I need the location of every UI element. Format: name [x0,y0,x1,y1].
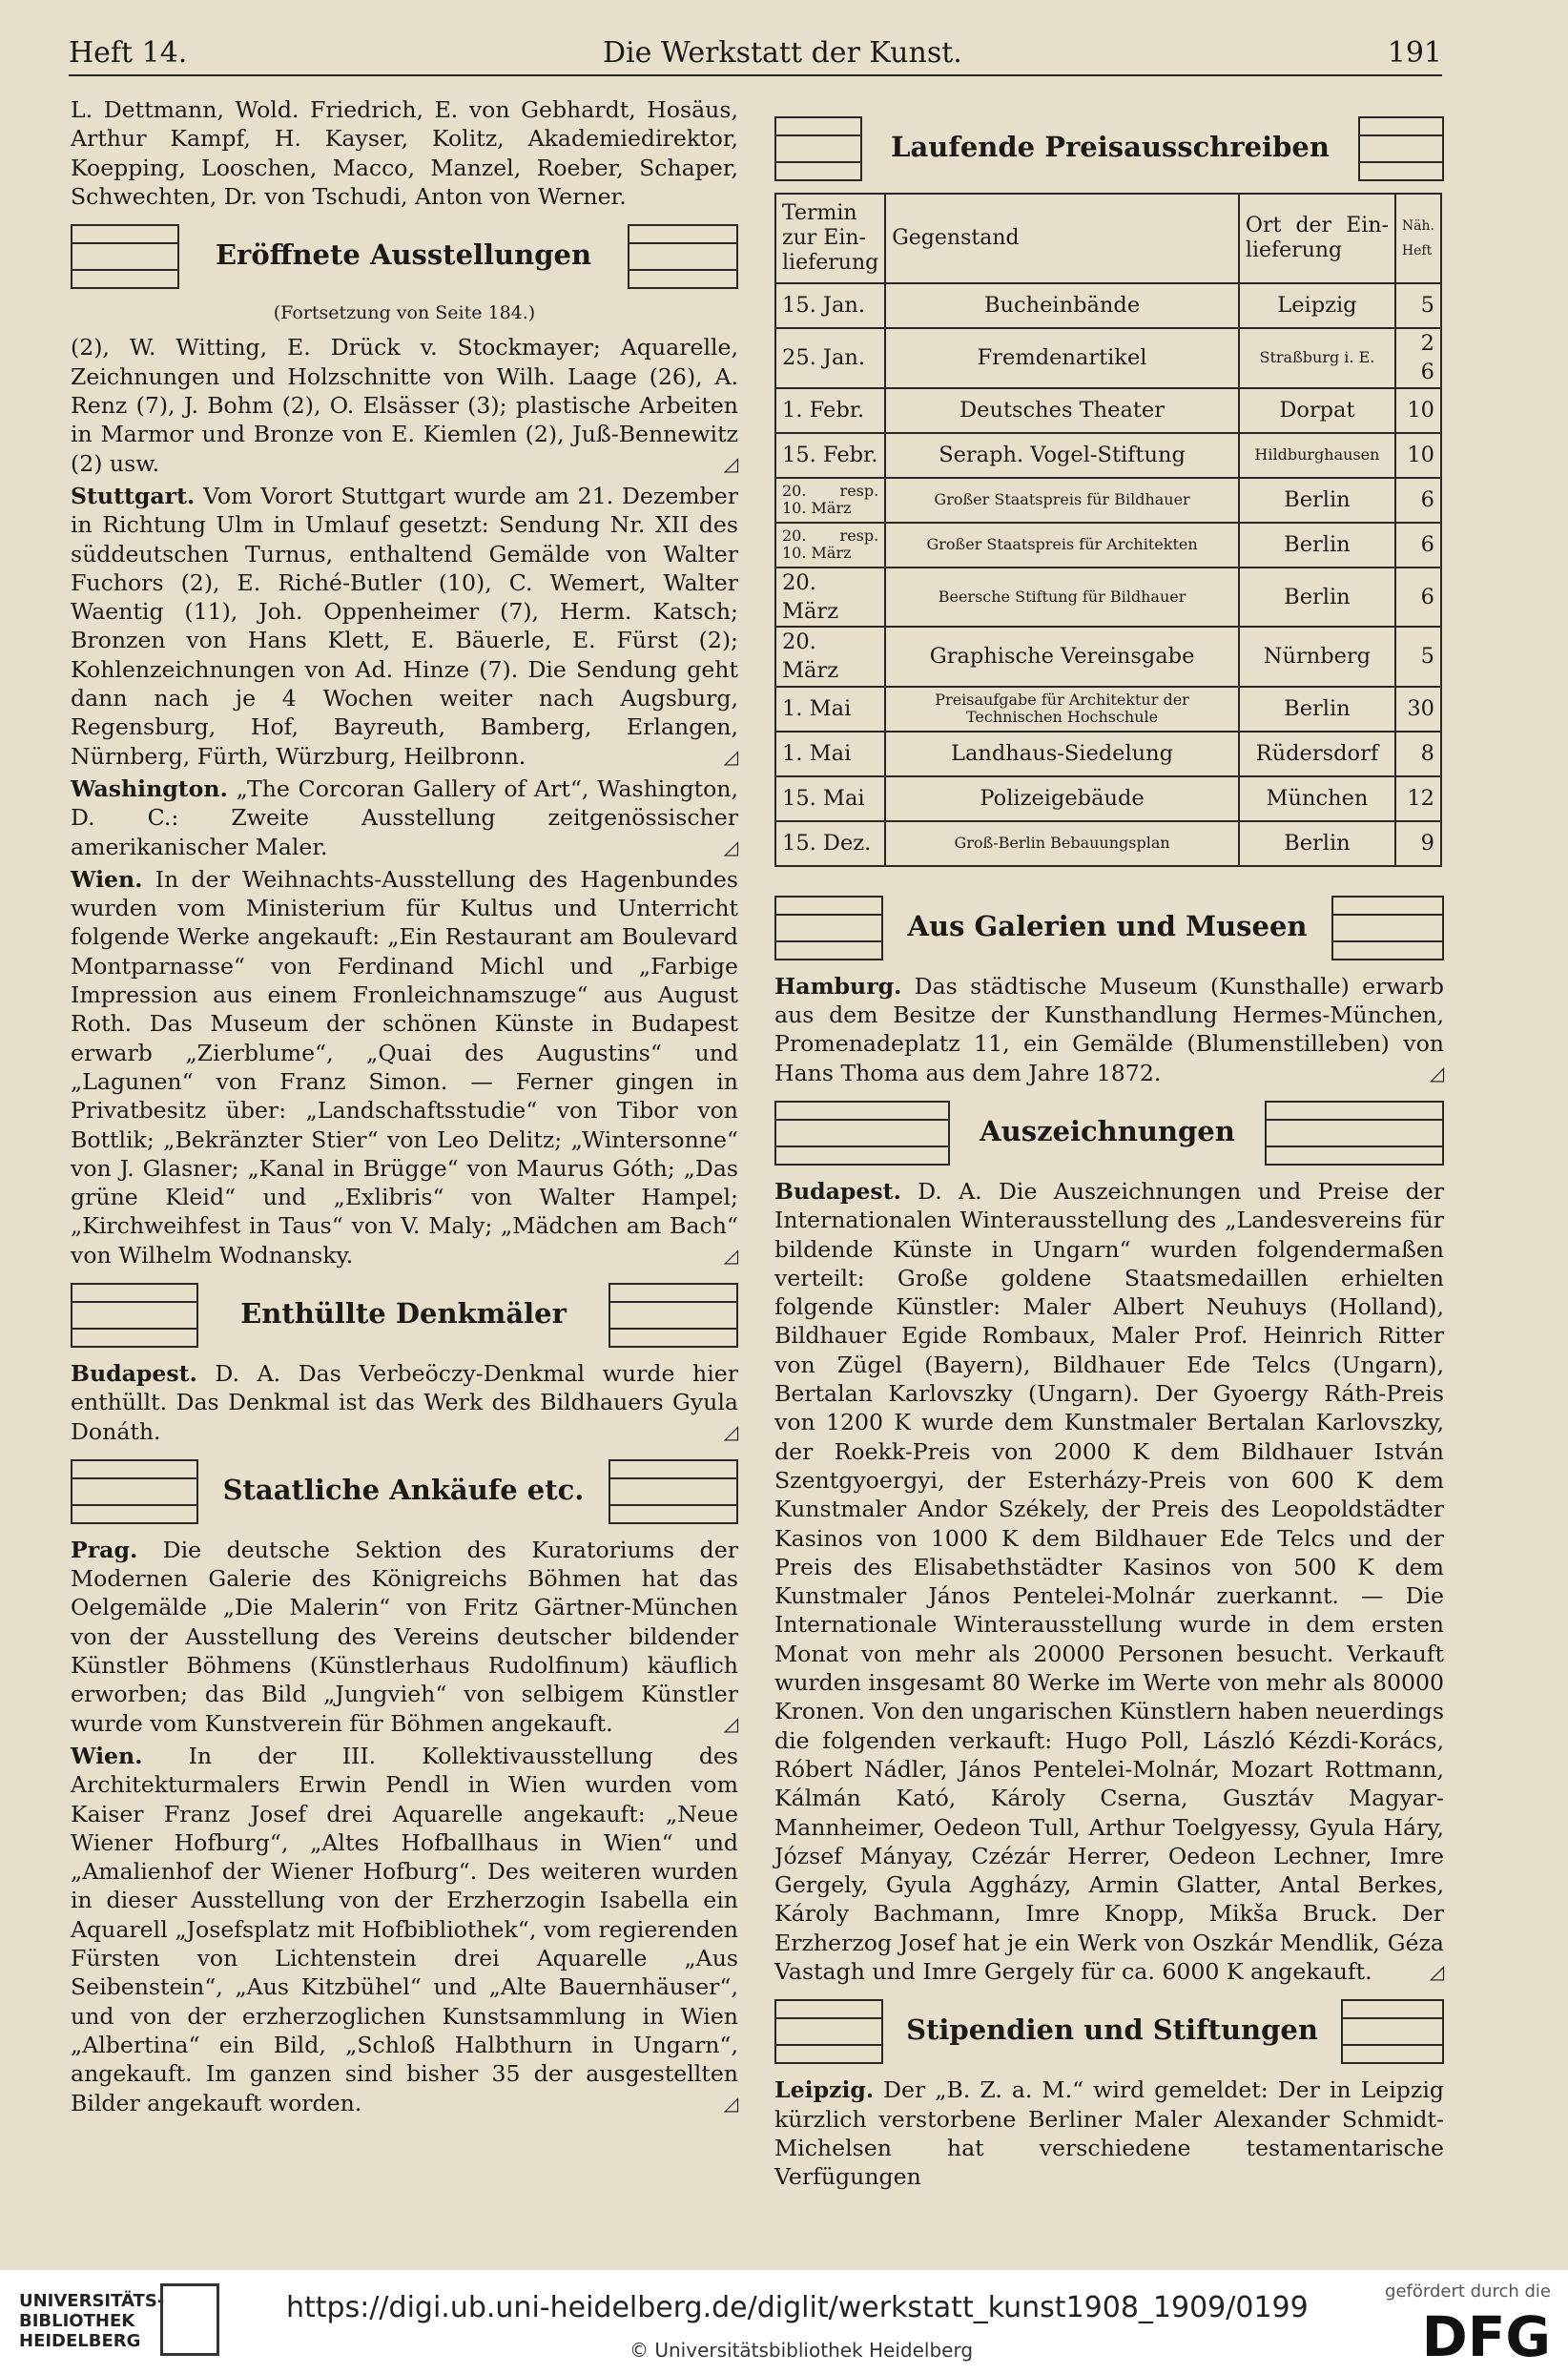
cell-place: Berlin [1239,687,1395,732]
cell-date: 15. Jan. [775,283,885,328]
table-row [775,523,1441,568]
funded-by-label: gefördert durch die [1385,2281,1551,2302]
table-row [775,328,1441,388]
dfg-logo: DFG [1421,2304,1551,2369]
section-heading: Enthüllte Denkmäler [196,1283,610,1348]
end-mark-icon: ◿ [723,1419,738,1443]
cell-place: Berlin [1239,523,1395,568]
cell-subject: Fremdenartikel [885,328,1239,388]
cell-place: Dorpat [1239,388,1395,433]
table-row [775,687,1441,732]
end-mark-icon: ◿ [723,2091,738,2115]
foundations-paragraph: Leipzig. Der „B. Z. a. M.“ wird gemeldet: Der in Leipzig kürzlich verstorbene Berliner Maler Alexander Schmidt-Michelsen hat verschiedene testamentarische Verfügungen [774,2076,1444,2191]
col-header-subject: Gegenstand [885,194,1239,283]
footer-bar [0,2270,1568,2374]
cell-issue: 10 [1395,388,1441,433]
exhibit-paragraph: Stuttgart. Vom Vorort Stuttgart wurde am 21. Dezember in Richtung Ulm in Umlauf gesetzt: Sendung Nr. XII des süddeutschen Turnus, enthaltend Gemälde von Walter Fuchors (2), E. Riché-Butler (10), C. Wemert, Walter Waentig (11), Joh. Oppenheimer (7), Herm. Katsch; Bronzen von Hans Klett, E. Bäuerle, E. Fürst (2); Kohlenzeichnungen von Ad. Hinze (7). Die Sendung geht dann nach je 4 Wochen weiter nach Augsburg, Regensburg, Hof, Bayreuth, Bamberg, Erlangen, Nürnberg, Fürth, Würzburg, Heilbronn. ◿ [71,482,738,770]
col-header-date: Termin zur Ein-lieferung [775,194,885,283]
table-row [775,732,1441,776]
cell-date: 15. Mai [775,776,885,821]
cell-subject: Preisaufgabe für Architektur der Technischen Hochschule [885,687,1239,732]
library-logo-icon [160,2283,219,2356]
cell-date: 15. Dez. [775,821,885,866]
cell-subject: Großer Staatspreis für Architekten [885,523,1239,568]
table-row [775,283,1441,328]
section-heading: Laufende Preisausschreiben [860,116,1360,181]
table-row [775,627,1441,687]
cell-place: Berlin [1239,568,1395,628]
table-row [775,478,1441,523]
section-heading: Auszeichnungen [948,1101,1267,1166]
section-heading: Aus Galerien und Museen [881,896,1333,960]
table-row [775,821,1441,866]
section-heading: Eröffnete Ausstellungen [177,224,629,289]
table-row [775,568,1441,628]
exhibit-paragraph: Washington. „The Corcoran Gallery of Art“, Washington, D. C.: Zweite Ausstellung zeitgenössischer amerikanischer Maler. ◿ [71,774,738,860]
end-mark-icon: ◿ [1429,1959,1444,1983]
cell-date: 1. Mai [775,732,885,776]
cell-place: Berlin [1239,821,1395,866]
table-header-row [775,194,1441,283]
section-heading-box [774,1999,1444,2064]
right-column [774,95,1444,2195]
table-row [775,388,1441,433]
cell-date: 15. Febr. [775,433,885,478]
running-header [69,36,1442,76]
cell-issue: 6 [1395,523,1441,568]
cell-issue: 2 6 [1395,328,1441,388]
section-heading-box [71,1459,738,1524]
header-journal-title: Die Werkstatt der Kunst. [603,36,962,70]
cell-issue: 6 [1395,568,1441,628]
library-name: UNIVERSITÄTS- BIBLIOTHEK HEIDELBERG [19,2291,165,2351]
continuation-note: (Fortsetzung von Seite 184.) [273,302,536,324]
section-heading: Staatliche Ankäufe etc. [196,1459,610,1524]
cell-place: München [1239,776,1395,821]
cell-issue: 6 [1395,478,1441,523]
cell-subject: Polizeigebäude [885,776,1239,821]
section-heading: Stipendien und Stiftungen [881,1999,1343,2064]
cell-subject: Groß-Berlin Bebauungsplan [885,821,1239,866]
cell-issue: 10 [1395,433,1441,478]
cell-issue: 8 [1395,732,1441,776]
header-issue: Heft 14. [69,36,188,70]
cell-place: Straßburg i. E. [1239,328,1395,388]
end-mark-icon: ◿ [723,1243,738,1267]
cell-date: 20. März [775,627,885,687]
section-heading-box [71,224,738,289]
cell-subject: Seraph. Vogel-Stiftung [885,433,1239,478]
exhibit-paragraph: (2), W. Witting, E. Drück v. Stockmayer; Aquarelle, Zeichnungen und Holzschnitte von Wilh. Laage (26), A. Renz (7), J. Bohm (2), O. Elsässer (3); plastische Arbeiten in Marmor und Bronze von E. Kiemlen (2), Juß-Bennewitz (2) usw. ◿ [71,334,738,477]
end-mark-icon: ◿ [723,451,738,475]
section-heading-box [774,896,1444,960]
purchase-paragraph: Wien. In der III. Kollektivausstellung des Architekturmalers Erwin Pendl in Wien wurden vom Kaiser Franz Josef drei Aquarelle angekauft: „Neue Wiener Hofburg“, „Altes Hofballhaus in Wien“ und „Amalienhof der Wiener Hofburg“. Des weiteren wurden in dieser Ausstellung von der Erzherzogin Isabella ein Aquarell „Josefsplatz mit Hofbibliothek“, vom regierenden Fürsten von Lichtenstein drei Aquarelle „Aus Seibenstein“, „Aus Kitzbühel“ und „Alte Bauernhäuser“, und von der erzherzoglichen Kunstsammlung in Wien „Albertina“ ein Bild, „Schloß Halbthurn in Ungarn“, angekauft. Im ganzen sind bisher 35 der ausgestellten Bilder angekauft worden. ◿ [71,1742,738,2116]
cell-date: 1. Febr. [775,388,885,433]
page-number: 191 [1387,36,1442,70]
permalink-url[interactable]: https://digi.ub.uni-heidelberg.de/diglit/werkstatt_kunst1908_1909/0199 [286,2291,1309,2324]
cell-place: Nürnberg [1239,627,1395,687]
gallery-paragraph: Hamburg. Das städtische Museum (Kunsthalle) erwarb aus dem Besitze der Kunsthandlung Hermes-München, Promenadeplatz 11, ein Gemälde (Blumenstilleben) von Hans Thoma aus dem Jahre 1872. ◿ [774,972,1444,1086]
cell-issue: 12 [1395,776,1441,821]
col-header-issue: Näh. Heft [1395,194,1441,283]
cell-subject: Bucheinbände [885,283,1239,328]
cell-issue: 30 [1395,687,1441,732]
table-row [775,433,1441,478]
copyright-note: © Universitätsbibliothek Heidelberg [629,2339,974,2362]
cell-date: 20. resp. 10. März [775,478,885,523]
section-heading-box [774,116,1444,181]
end-mark-icon: ◿ [723,835,738,858]
left-column [71,95,738,2121]
cell-subject: Landhaus-Siedelung [885,732,1239,776]
competitions-table [774,193,1442,867]
end-mark-icon: ◿ [723,1711,738,1735]
end-mark-icon: ◿ [723,744,738,768]
exhibit-paragraph: Wien. In der Weihnachts-Ausstellung des Hagenbundes wurden vom Ministerium für Kultus und Unterricht folgende Werke angekauft: „Ein Restaurant am Boulevard Montparnasse“ von Ferdinand Michl und „Farbige Impression aus einem Fronleichnamszuge“ aus August Roth. Das Museum der schönen Künste in Budapest erwarb „Zierblume“, „Quai des Augustins“ und „Lagunen“ von Franz Simon. — Ferner gingen in Privatbesitz über: „Landschaftsstudie“ von Tibor von Bottlik; „Bekränzter Stier“ von Leo Delitz; „Wintersonne“ von J. Glasner; „Kanal in Brügge“ von Maurus Góth; „Das grüne Kleid“ und „Exlibris“ von Walter Hampel; „Kirchweihfest in Taus“ von V. Maly; „Mädchen am Bach“ von Wilhelm Wodnansky. ◿ [71,865,738,1269]
cell-issue: 5 [1395,283,1441,328]
cell-subject: Beersche Stiftung für Bildhauer [885,568,1239,628]
cell-issue: 9 [1395,821,1441,866]
section-heading-box [71,1283,738,1348]
cell-date: 1. Mai [775,687,885,732]
intro-paragraph: L. Dettmann, Wold. Friedrich, E. von Gebhardt, Hosäus, Arthur Kampf, H. Kayser, Kolitz, Akademiedirektor, Koepping, Looschen, Macco, Manzel, Roeber, Schaper, Schwechten, Dr. von Tschudi, Anton von Werner. [71,96,738,210]
monument-paragraph: Budapest. D. A. Das Verbeöczy-Denkmal wurde hier enthüllt. Das Denkmal ist das Werk des Bildhauers Gyula Donáth. ◿ [71,1359,738,1445]
section-heading-box [774,1101,1444,1166]
purchase-paragraph: Prag. Die deutsche Sektion des Kuratoriums der Modernen Galerie des Königreichs Böhmen hat das Oelgemälde „Die Malerin“ von Fritz Gärtner-München von der Ausstellung des Vereins deutscher bildender Künstler Böhmens (Künstlerhaus Rudolfinum) käuflich erworben; das Bild „Jungvieh“ von selbigem Künstler wurde vom Kunstverein für Böhmen angekauft. ◿ [71,1536,738,1737]
cell-date: 20. resp. 10. März [775,523,885,568]
cell-subject: Graphische Vereinsgabe [885,627,1239,687]
table-row [775,776,1441,821]
col-header-place: Ort der Ein-lieferung [1239,194,1395,283]
cell-place: Hildburghausen [1239,433,1395,478]
cell-subject: Deutsches Theater [885,388,1239,433]
cell-place: Leipzig [1239,283,1395,328]
cell-place: Rüdersdorf [1239,732,1395,776]
awards-paragraph: Budapest. D. A. Die Auszeichnungen und Preise der Internationalen Winterausstellung des „Landesvereins für bildende Künste in Ungarn“ wurden folgendermaßen verteilt: Große goldene Staatsmedaillen erhielten folgende Künstler: Maler Albert Neuhuys (Holland), Bildhauer Egide Rombaux, Maler Prof. Heinrich Ritter von Zügel (Bayern), Bildhauer Ede Telcs (Ungarn), Bertalan Karlovszky (Ungarn). Der Gyoergy Ráth-Preis von 1200 K wurde dem Kunstmaler Bertalan Karlovszky, der Roekk-Preis von 2000 K dem Bildhauer István Szentgyoergyi, der Esterházy-Preis von 600 K dem Kunstmaler Andor Székely, der Preis des Leopoldstädter Kasinos von 1000 K dem Bildhauer Ede Telcs und der Preis des Elisabethstädter Kasinos von 500 K dem Kunstmaler János Pentelei-Molnár zuerkannt. — Die Internationale Winterausstellung wurde in dem ersten Monat von mehr als 20000 Personen besucht. Verkauft wurden insgesamt 80 Werke im Werte von mehr als 80000 Kronen. Von den ungarischen Künstlern haben neuerdings die folgenden verkauft: Hugo Poll, László Kézdi-Korács, Róbert Nádler, János Pentelei-Molnár, Mozart Rottmann, Kálmán Kató, Károly Cserna, Gusztáv Magyar-Mannheimer, Oedeon Tull, Arthur Toelgyessy, Gyula Háry, József Mányay, Czézár Herrer, Oedeon Lechner, Imre Gergely, Gyula Aggházy, Armin Glatter, Antal Berkes, Károly Bachmann, Imre Knopp, Mikša Bruck. Der Erzherzog Josef hat je ein Werk von Oszkár Mendlik, Géza Vastagh und Imre Gergely für ca. 6000 K angekauft. ◿ [774,1177,1444,1985]
cell-subject: Großer Staatspreis für Bildhauer [885,478,1239,523]
cell-date: 20. März [775,568,885,628]
end-mark-icon: ◿ [1429,1061,1444,1084]
cell-issue: 5 [1395,627,1441,687]
cell-date: 25. Jan. [775,328,885,388]
cell-place: Berlin [1239,478,1395,523]
